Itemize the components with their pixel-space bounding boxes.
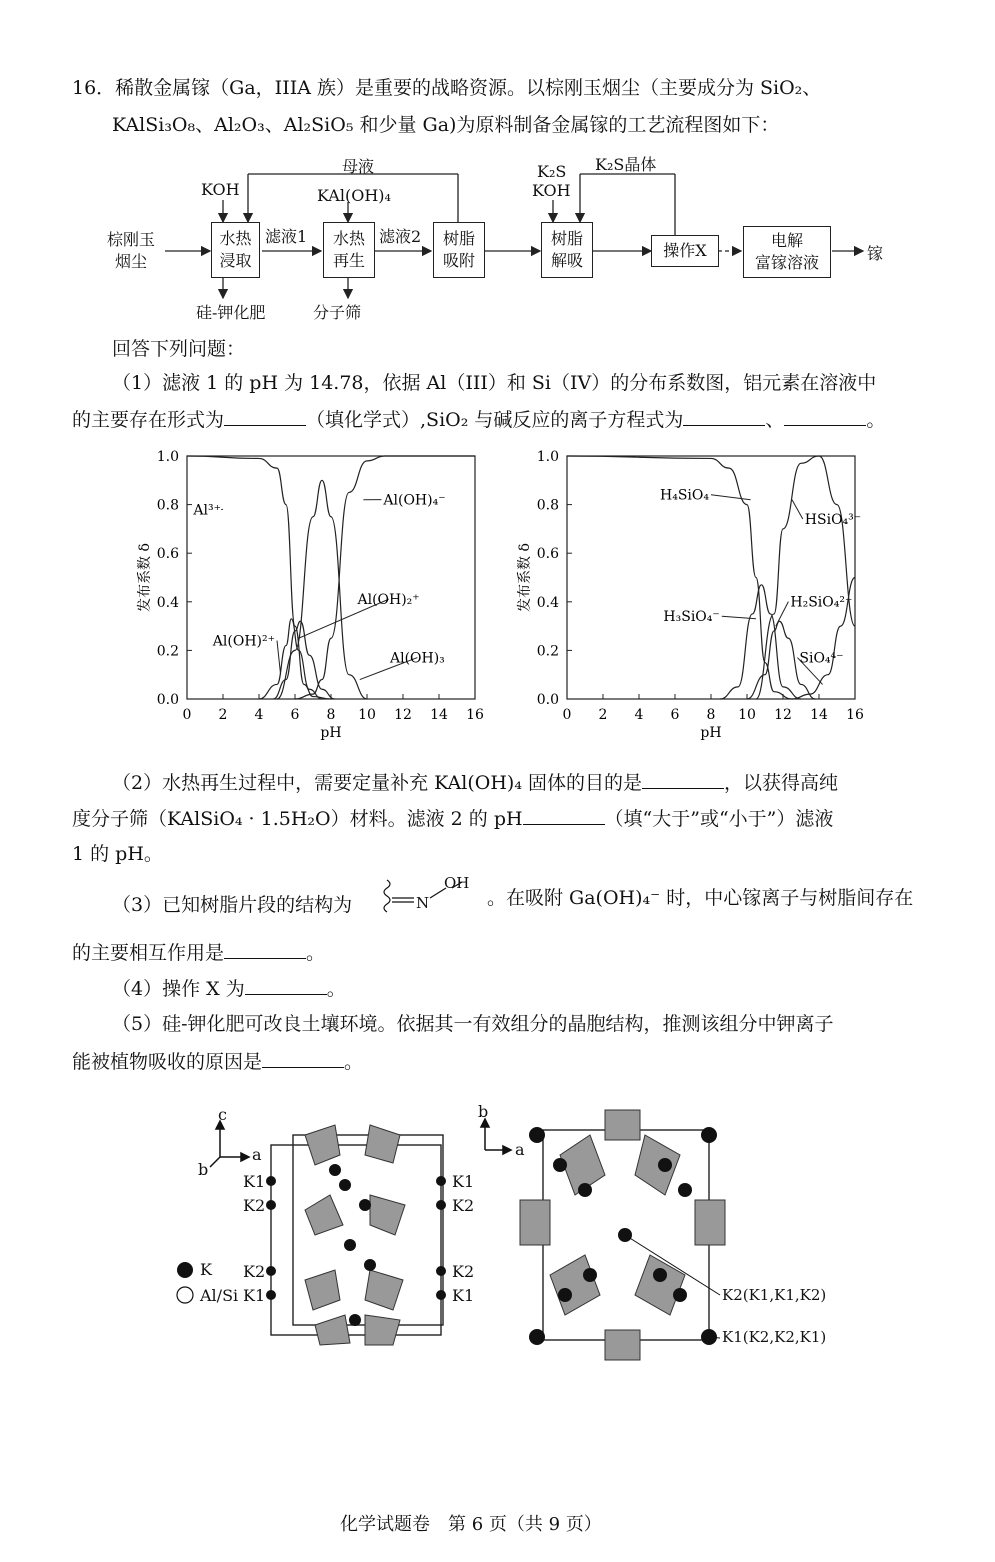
k2-label-right-top: K2 bbox=[452, 1196, 475, 1215]
axis-c-label: c bbox=[218, 1105, 227, 1124]
q4-line: （4）操作 X 为 。 bbox=[112, 978, 346, 1000]
box-operation-x: 操作X bbox=[651, 235, 719, 267]
y-axis-label: 发布系数 δ bbox=[517, 543, 533, 612]
y-tick-label: 0.8 bbox=[156, 497, 179, 514]
k2-label-left-bottom: K2 bbox=[243, 1262, 266, 1281]
q1-blank-1[interactable] bbox=[224, 407, 306, 426]
raw-material-label: 棕刚玉 烟尘 bbox=[107, 230, 156, 271]
resin-n-atom: N bbox=[416, 894, 430, 912]
series-line bbox=[720, 585, 801, 699]
axis-a-label: a bbox=[252, 1145, 262, 1164]
q1-blank-3[interactable] bbox=[784, 407, 866, 426]
x-tick-label: 4 bbox=[634, 707, 644, 723]
series-label: Al(OH)₄⁻ bbox=[383, 492, 446, 509]
q1-line-a: （1）滤液 1 的 pH 为 14.78，依据 Al（III）和 Si（IV）的分布系数图，铝元素在溶液中 bbox=[112, 372, 877, 394]
y-tick-label: 0.8 bbox=[536, 497, 559, 514]
k2s-crystal-label: K₂S晶体 bbox=[595, 155, 657, 174]
x-tick-label: 6 bbox=[670, 707, 680, 723]
k1-label-right-bottom: K1 bbox=[452, 1286, 475, 1305]
x-tick-label: 0 bbox=[182, 707, 192, 723]
x-tick-label: 2 bbox=[218, 707, 228, 723]
q3-line-b: 的主要相互作用是 。 bbox=[72, 942, 326, 964]
q2-line-c: 1 的 pH。 bbox=[72, 843, 163, 865]
q5-blank[interactable] bbox=[262, 1049, 344, 1068]
legend-k-label: K bbox=[200, 1260, 212, 1279]
series-label: HSiO₄³⁻ bbox=[804, 512, 862, 529]
koh2-label: KOH bbox=[532, 181, 571, 200]
x-tick-label: 10 bbox=[358, 707, 376, 723]
series-label: Al(OH)²⁺ bbox=[212, 633, 275, 650]
y-tick-label: 0.0 bbox=[536, 692, 559, 708]
al-distribution-chart bbox=[125, 440, 505, 750]
x-tick-label: 12 bbox=[774, 707, 792, 723]
axis2-b-label: b bbox=[478, 1102, 489, 1121]
series-label: H₄SiO₄ bbox=[660, 487, 709, 504]
x-tick-label: 8 bbox=[706, 707, 716, 723]
si-distribution-chart bbox=[505, 440, 885, 750]
y-tick-label: 1.0 bbox=[156, 449, 179, 465]
filtrate2-label: 滤液2 bbox=[379, 227, 422, 246]
k1-site-label: K1(K2,K2,K1) bbox=[722, 1328, 827, 1346]
series-label-leader bbox=[776, 602, 789, 626]
x-tick-label: 10 bbox=[738, 707, 756, 723]
y-tick-label: 0.6 bbox=[536, 546, 559, 563]
question-line-1: 16．稀散金属镓（Ga，IIIA 族）是重要的战略资源。以棕刚玉烟尘（主要成分为 SiO₂、 bbox=[72, 77, 822, 99]
series-label-leader bbox=[792, 500, 803, 519]
byproduct-fertilizer-label: 硅-钾化肥 bbox=[196, 303, 266, 322]
resin-oh-group: OH bbox=[444, 874, 470, 892]
k2-label-right-bottom: K2 bbox=[452, 1262, 475, 1281]
series-line bbox=[277, 480, 367, 699]
q2-blank-1[interactable] bbox=[642, 770, 724, 789]
series-label: Al(OH)₃ bbox=[389, 650, 445, 667]
x-tick-label: 12 bbox=[394, 707, 412, 723]
x-tick-label: 14 bbox=[810, 707, 828, 723]
k1-label-left-bottom: K1 bbox=[243, 1286, 266, 1305]
x-tick-label: 6 bbox=[290, 707, 300, 723]
x-axis-label: pH bbox=[320, 725, 342, 741]
box-resin-adsorb: 树脂 吸附 bbox=[433, 222, 485, 278]
series-label: Al(OH)₂⁺ bbox=[357, 592, 420, 609]
legend-alsi-label: Al/Si bbox=[200, 1286, 239, 1305]
series-label: H₃SiO₄⁻ bbox=[663, 609, 720, 626]
x-tick-label: 2 bbox=[598, 707, 608, 723]
y-tick-label: 0.4 bbox=[156, 594, 179, 611]
x-tick-label: 4 bbox=[254, 707, 264, 723]
k1-label-right-top: K1 bbox=[452, 1172, 475, 1191]
box-resin-desorb: 树脂 解吸 bbox=[541, 222, 593, 278]
x-tick-label: 0 bbox=[562, 707, 572, 723]
x-tick-label: 14 bbox=[430, 707, 448, 723]
x-axis-label: pH bbox=[700, 725, 722, 741]
box-hydrothermal-leach: 水热 浸取 bbox=[211, 222, 260, 278]
series-label: H₂SiO₄²⁻ bbox=[790, 594, 853, 611]
koh-label: KOH bbox=[201, 180, 240, 199]
q2-line-b: 度分子筛（KAlSiO₄ · 1.5H₂O）材料。滤液 2 的 pH （填“大于”或“小于”）滤液 bbox=[72, 808, 834, 830]
q5-line-a: （5）硅-钾化肥可改良土壤环境。依据其一有效组分的晶胞结构，推测该组分中钾离子 bbox=[112, 1013, 834, 1035]
mother-liquor-label: 母液 bbox=[342, 157, 375, 176]
y-axis-label: 发布系数 δ bbox=[137, 543, 153, 612]
k2-label-left-top: K2 bbox=[243, 1196, 266, 1215]
series-line bbox=[187, 456, 331, 699]
q3-line-a2: 。在吸附 Ga(OH)₄⁻ 时，中心镓离子与树脂间存在 bbox=[487, 887, 914, 909]
axis2-a-label: a bbox=[515, 1140, 525, 1159]
q1-line-b: 的主要存在形式为 （填化学式）,SiO₂ 与碱反应的离子方程式为 、 。 bbox=[72, 409, 886, 431]
k1-label-left-top: K1 bbox=[243, 1172, 266, 1191]
q4-blank[interactable] bbox=[245, 976, 327, 995]
byproduct-molecular-sieve-label: 分子筛 bbox=[313, 303, 362, 322]
q2-blank-2[interactable] bbox=[523, 806, 605, 825]
y-tick-label: 0.2 bbox=[536, 643, 559, 660]
q3-line-a1: （3）已知树脂片段的结构为 bbox=[112, 894, 353, 916]
y-tick-label: 0.6 bbox=[156, 546, 179, 563]
kaloh4-label: KAl(OH)₄ bbox=[317, 186, 391, 205]
x-tick-label: 8 bbox=[326, 707, 336, 723]
q1-blank-2[interactable] bbox=[683, 407, 765, 426]
box-hydrothermal-regen: 水热 再生 bbox=[323, 222, 375, 278]
filtrate1-label: 滤液1 bbox=[265, 227, 308, 246]
gallium-product-label: 镓 bbox=[867, 244, 884, 263]
y-tick-label: 0.0 bbox=[156, 692, 179, 708]
q2-line-a: （2）水热再生过程中，需要定量补充 KAl(OH)₄ 固体的目的是 ，以获得高纯 bbox=[112, 772, 838, 794]
question-line-2: KAlSi₃O₈、Al₂O₃、Al₂SiO₅ 和少量 Ga)为原料制备金属镓的工艺流程图如下： bbox=[112, 114, 780, 136]
k2s-label: K₂S bbox=[537, 162, 567, 181]
k2-site-label: K2(K1,K1,K2) bbox=[722, 1286, 827, 1304]
page-footer: 化学试题卷 第 6 页（共 9 页） bbox=[340, 1514, 602, 1535]
x-tick-label: 16 bbox=[466, 707, 484, 723]
box-electrolysis: 电解 富镓溶液 bbox=[743, 226, 831, 278]
q3-blank[interactable] bbox=[224, 940, 306, 959]
answer-intro: 回答下列问题： bbox=[112, 338, 246, 360]
x-tick-label: 16 bbox=[846, 707, 864, 723]
series-label: SiO₄⁴⁻ bbox=[799, 650, 844, 667]
axis-b-label: b bbox=[198, 1160, 209, 1179]
q5-line-b: 能被植物吸收的原因是 。 bbox=[72, 1051, 364, 1073]
y-tick-label: 0.4 bbox=[536, 594, 559, 611]
series-label-leader bbox=[711, 495, 751, 500]
y-tick-label: 1.0 bbox=[536, 449, 559, 465]
series-label-leader bbox=[277, 641, 281, 675]
y-tick-label: 0.2 bbox=[156, 643, 179, 660]
series-label: Al³⁺ bbox=[193, 502, 221, 519]
